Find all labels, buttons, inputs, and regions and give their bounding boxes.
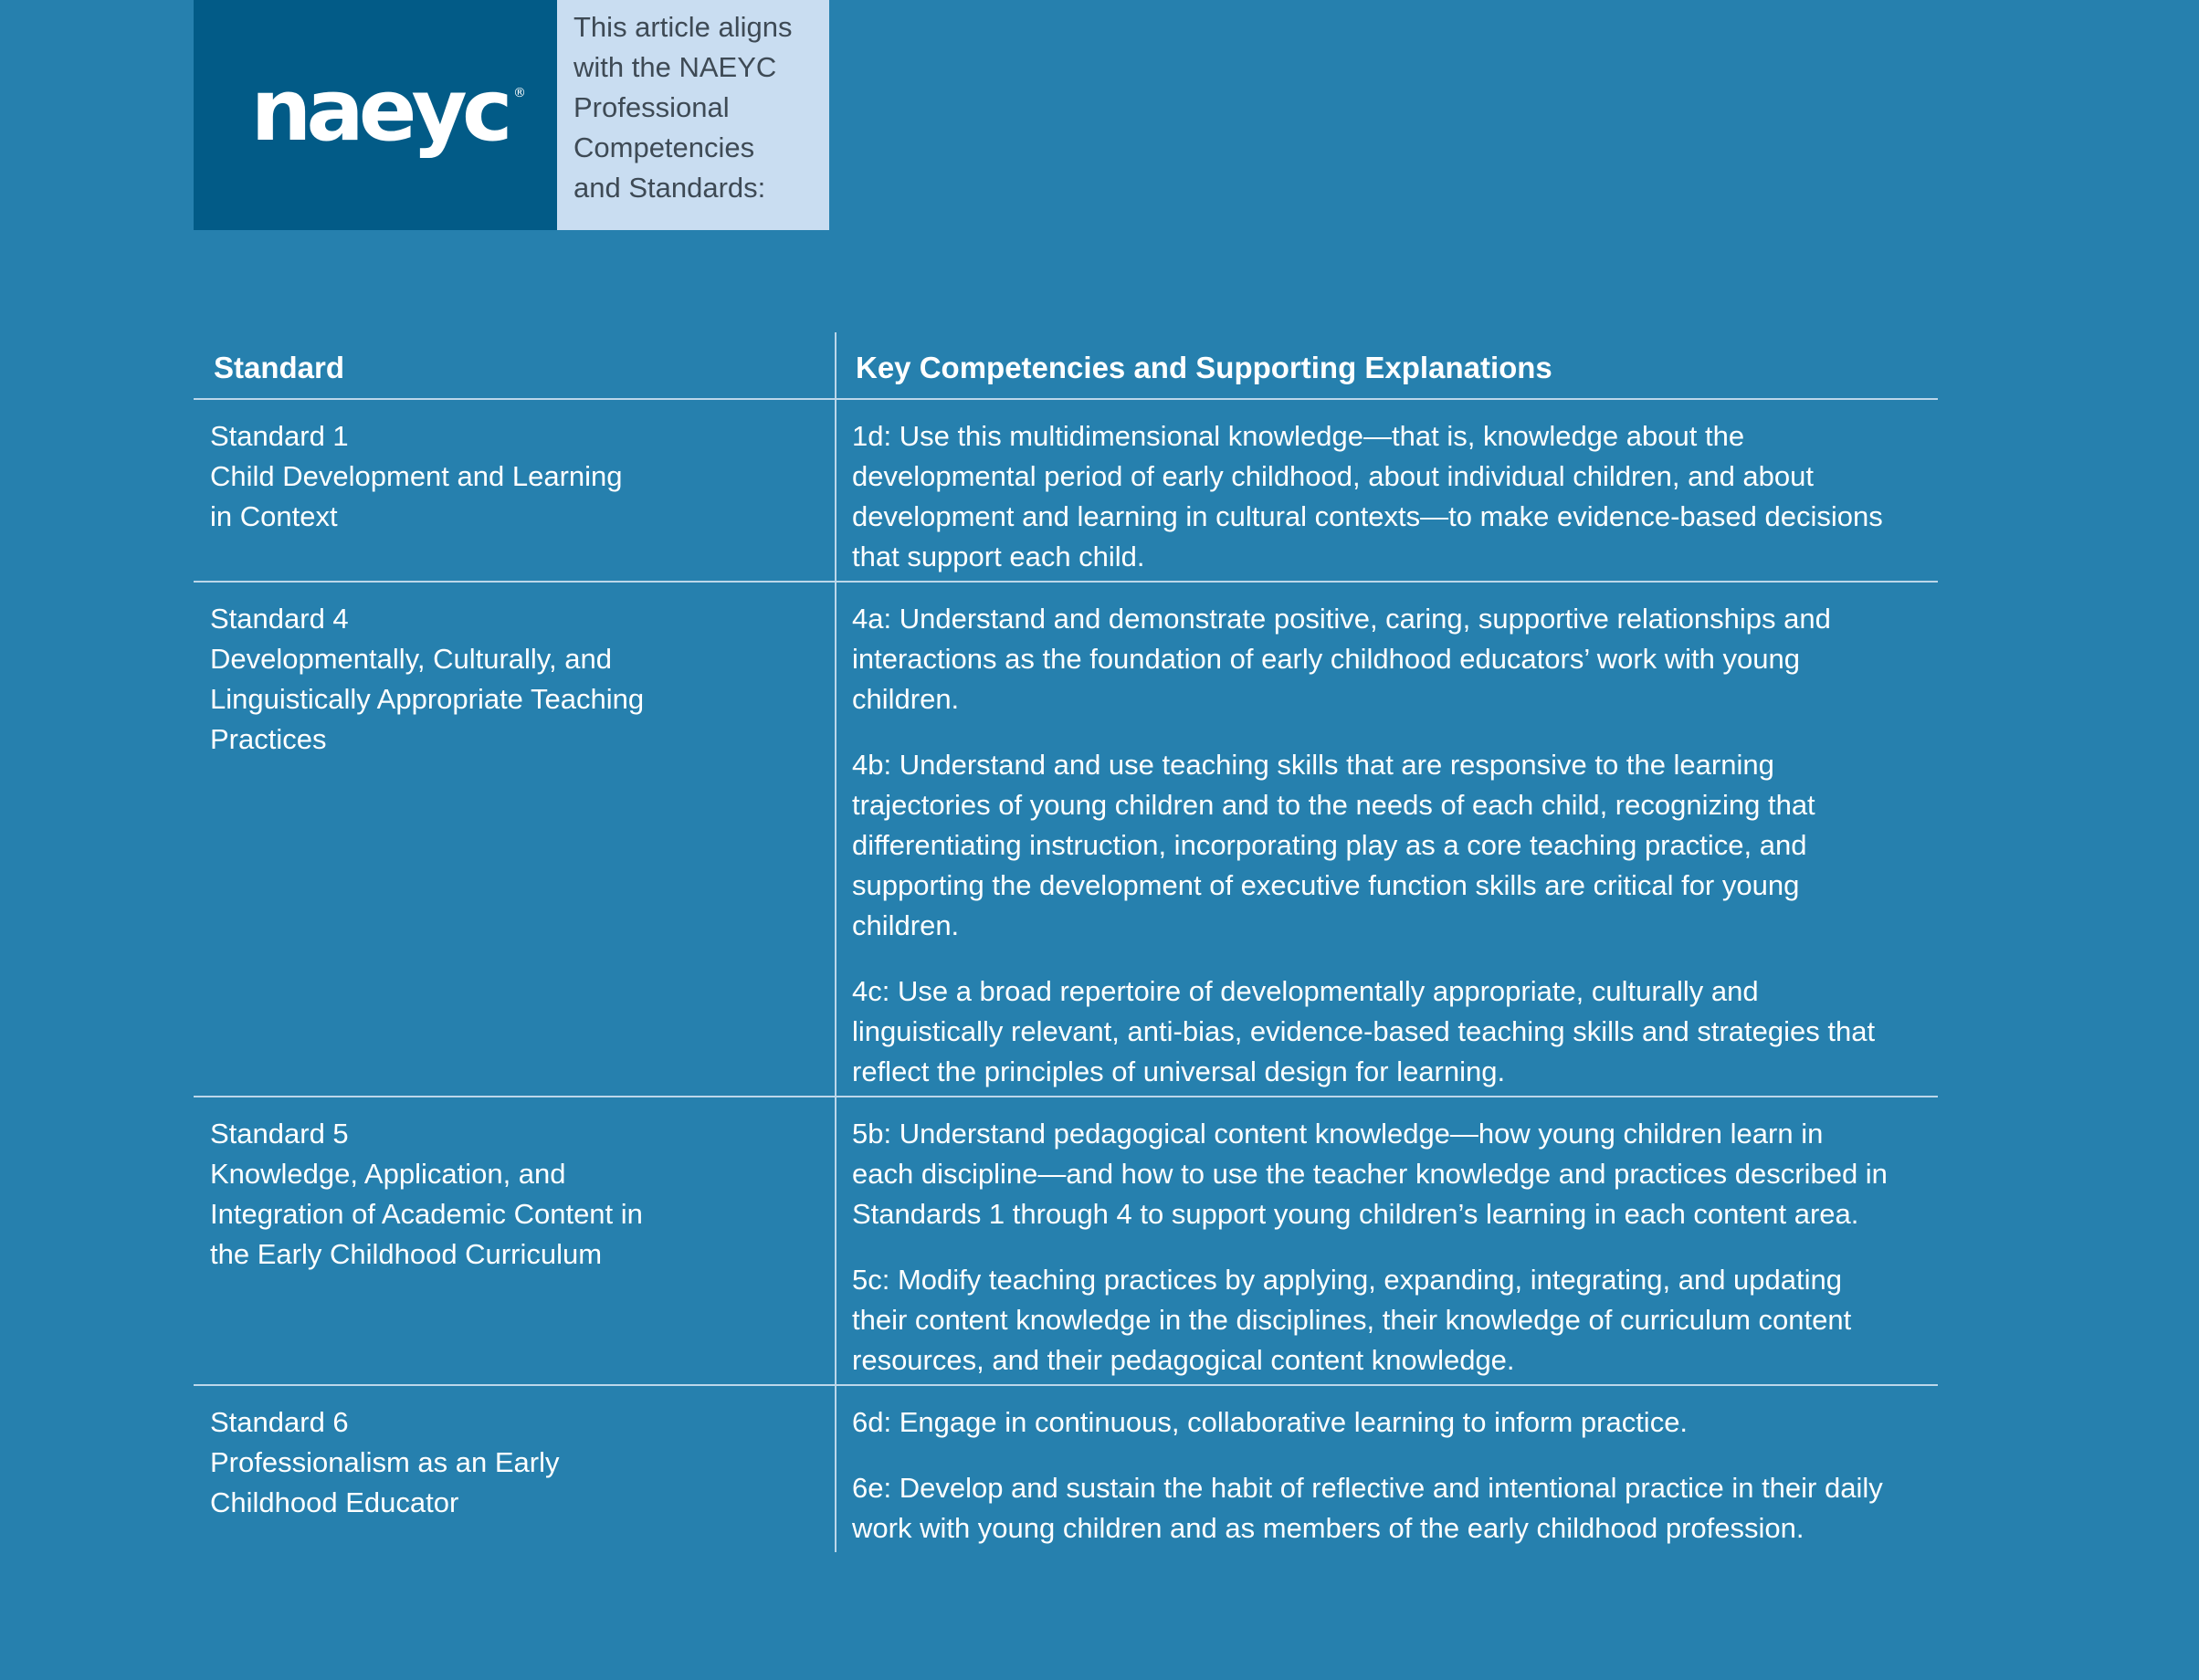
table-row-standard-6 (194, 1386, 1938, 1552)
competency-5c: 5c: Modify teaching practices by applying, expanding, integrating, and updating their content knowledge in the disciplines, their knowledge of curriculum content resources, and their pedagogical content knowledge. (852, 1264, 1852, 1376)
table-header-row (194, 332, 1938, 400)
table-row-standard-1 (194, 400, 1938, 583)
column-header-standard: Standard (214, 351, 345, 384)
competency-4b: 4b: Understand and use teaching skills that are responsive to the learning trajectories of young children and to the needs of each child, recognizing that differentiating instruction, incorporating play as a core teaching practice, and supporting the development of executive function skills are critical for young children. (852, 749, 1815, 941)
competency-1d: 1d: Use this multidimensional knowledge—that is, knowledge about the developmental period of early childhood, about individual children, and about development and learning in cultural contexts—to make evidence-based decisions that support each child. (852, 420, 1883, 572)
competency-6d: 6d: Engage in continuous, collaborative learning to inform practice. (852, 1406, 1689, 1438)
column-header-competencies: Key Competencies and Supporting Explanations (856, 351, 1552, 384)
competencies-cell (852, 1402, 1934, 1549)
logo-text: naeyc (250, 60, 508, 161)
standard-name: Knowledge, Application, and Integration of Academic Content in the Early Childhood Curriculum (210, 1158, 643, 1270)
registered-mark: ® (513, 86, 526, 100)
standard-name: Developmentally, Culturally, and Linguistically Appropriate Teaching Practices (210, 643, 645, 755)
standard-number: Standard 4 (210, 603, 349, 635)
standard-number: Standard 6 (210, 1406, 349, 1438)
competencies-cell (852, 599, 1934, 1092)
standard-cell (210, 1402, 813, 1523)
standards-table (194, 332, 1938, 1552)
table-row-standard-4 (194, 583, 1938, 1097)
standard-number: Standard 5 (210, 1118, 349, 1150)
standard-cell (210, 599, 813, 760)
competency-6e: 6e: Develop and sustain the habit of reflective and intentional practice in their daily work with young children and as members of the early childhood profession. (852, 1472, 1883, 1544)
table-row-standard-5 (194, 1097, 1938, 1386)
competency-5b: 5b: Understand pedagogical content knowledge—how young children learn in each discipline—and how to use the teacher knowledge and practices described in Standards 1 through 4 to support young children’s learning in each content area. (852, 1118, 1888, 1230)
header-banner (194, 0, 829, 230)
naeyc-logo (194, 0, 557, 230)
standard-name: Child Development and Learning in Context (210, 460, 623, 532)
competencies-cell (852, 1114, 1934, 1381)
standard-number: Standard 1 (210, 420, 349, 452)
competency-4c: 4c: Use a broad repertoire of developmentally appropriate, culturally and linguistically relevant, anti-bias, evidence-based teaching skills and strategies that reflect the principles of universal design for learning. (852, 975, 1876, 1087)
standard-cell (210, 1114, 813, 1275)
competency-4a: 4a: Understand and demonstrate positive, caring, supportive relationships and interactions as the foundation of early childhood educators’ work with young children. (852, 603, 1831, 715)
competencies-cell (852, 416, 1934, 577)
alignment-note: This article aligns with the NAEYC Professional Competencies and Standards: (557, 0, 829, 230)
standard-cell (210, 416, 813, 537)
standard-name: Professionalism as an Early Childhood Educator (210, 1446, 560, 1518)
